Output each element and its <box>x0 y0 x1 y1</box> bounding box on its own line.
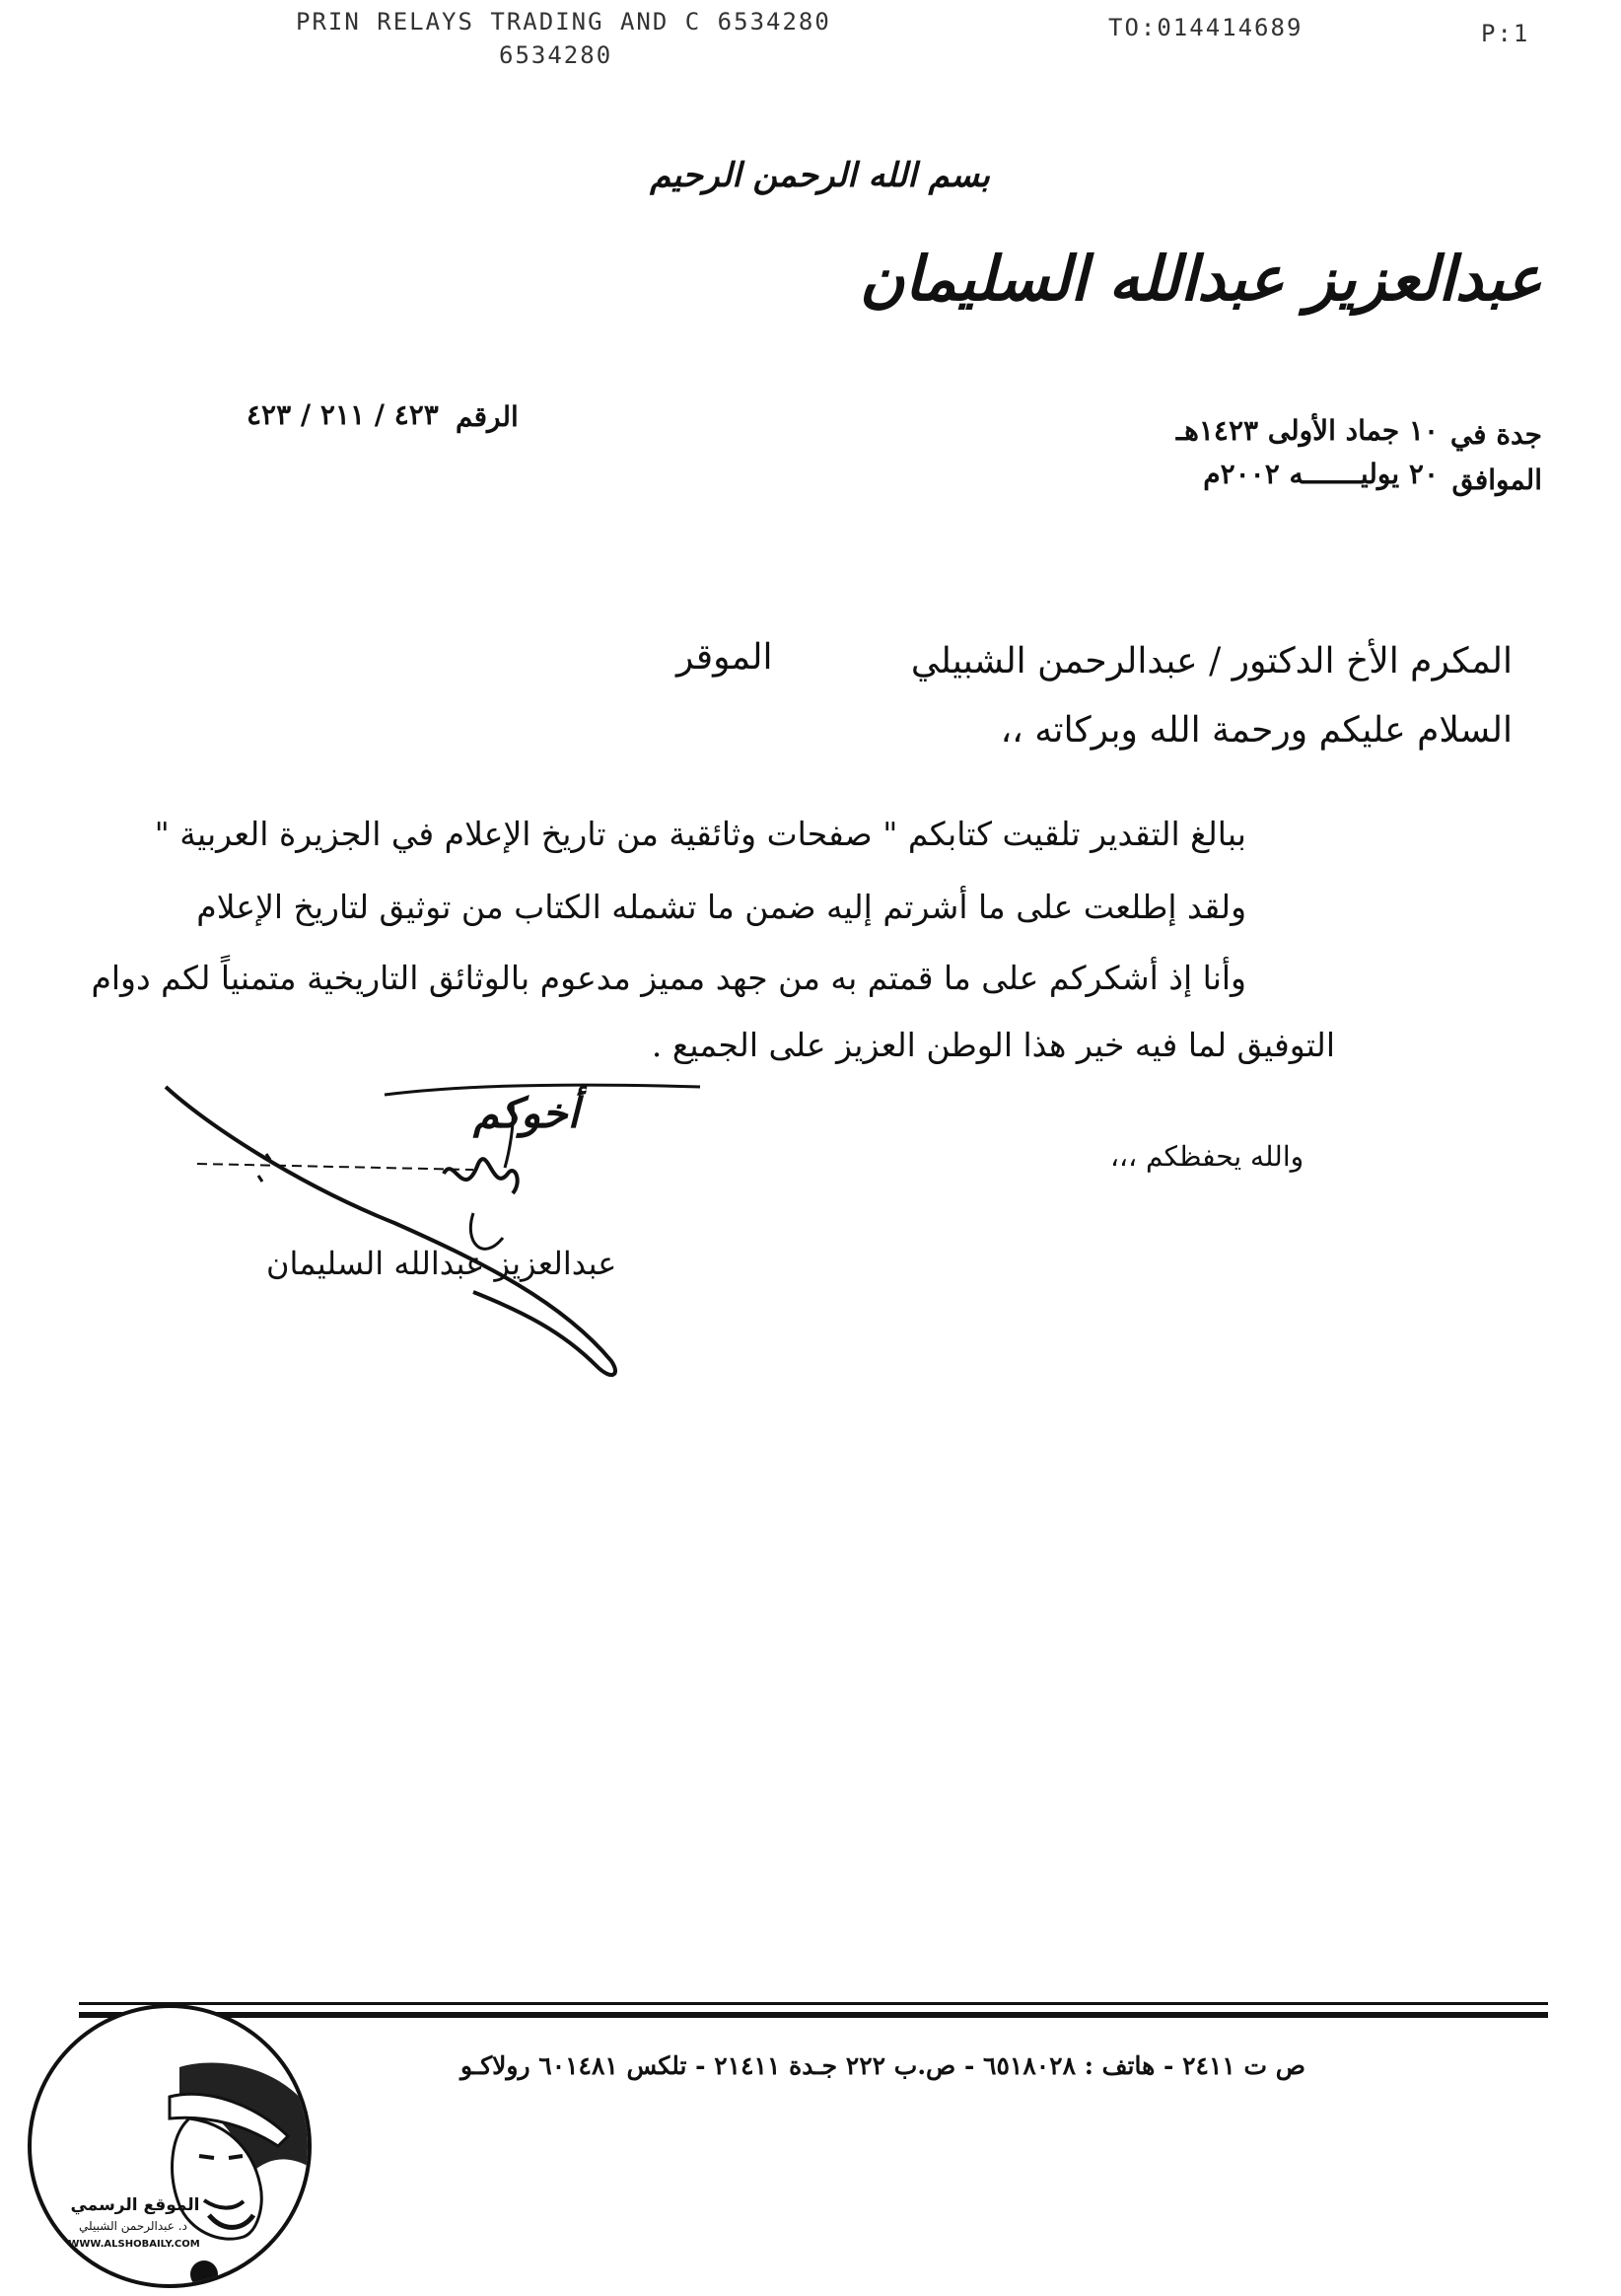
logo-url: WWW.ALSHOBAILY.COM <box>68 2239 200 2250</box>
basmala: بسم الله الرحمن الرحيم <box>650 156 990 195</box>
logo-title: الموقع الرسمي <box>70 2195 200 2215</box>
handwritten-signature <box>148 1065 779 1381</box>
body-line-1: ببالغ التقدير تلقيت كتابكم " صفحات وثائقية من تاريخ الإعلام في الجزيرة العربية " <box>154 815 1246 853</box>
gregorian-label: الموافق <box>1451 464 1542 496</box>
fax-recipient-number: TO:014414689 <box>1108 14 1304 41</box>
footer-rule-top <box>79 2002 1548 2005</box>
signoff: أخوكم <box>473 1089 580 1137</box>
website-logo <box>28 2004 312 2288</box>
reference-label: الرقم <box>456 400 519 433</box>
greeting-line: السلام عليكم ورحمة الله وبركاته ،، <box>1000 710 1513 751</box>
fax-page-number: P:1 <box>1481 20 1530 47</box>
closing-line: والله يحفظكم ،،، <box>1110 1140 1304 1173</box>
footer-rule-bottom <box>79 2012 1548 2018</box>
hijri-date: ١٠ جماد الأولى ١٤٢٣هـ <box>1175 414 1439 447</box>
fax-sender-line: PRIN RELAYS TRADING AND C 6534280 <box>296 8 831 36</box>
recipient-honorific: الموقر <box>676 637 773 678</box>
footer-address: ص ت ٢٤١١ - هاتف : ٦٥١٨٠٢٨ - ص.ب ٢٢٢ جـدة ٢١٤١١ - تلكس ٦٠١٤٨١ رولاكـو <box>460 2051 1305 2080</box>
signatory-name: عبدالعزيز عبدالله السليمان <box>266 1245 617 1282</box>
place-date-label: جدة في <box>1449 418 1542 451</box>
body-line-3: وأنا إذ أشكركم على ما قمتم به من جهد مميز مدعوم بالوثائق التاريخية متمنياً لكم دوام <box>91 959 1246 997</box>
reference-value: ٤٢٣ / ٢١١ / ٤٢٣ <box>247 398 439 431</box>
gregorian-date: ٢٠ يوليـــــــه ٢٠٠٢م <box>1203 458 1439 490</box>
body-line-4: التوفيق لما فيه خير هذا الوطن العزيز على الجميع . <box>651 1026 1335 1064</box>
recipient-line: المكرم الأخ الدكتور / عبدالرحمن الشبيلي <box>910 641 1513 682</box>
body-line-2: ولقد إطلعت على ما أشرتم إليه ضمن ما تشمله الكتاب من توثيق لتاريخ الإعلام <box>196 888 1246 926</box>
logo-name: د. عبدالرحمن الشبيلي <box>79 2219 187 2233</box>
letterhead-sender-name: عبدالعزيز عبدالله السليمان <box>859 243 1542 315</box>
fax-sender-number: 6534280 <box>499 41 613 69</box>
